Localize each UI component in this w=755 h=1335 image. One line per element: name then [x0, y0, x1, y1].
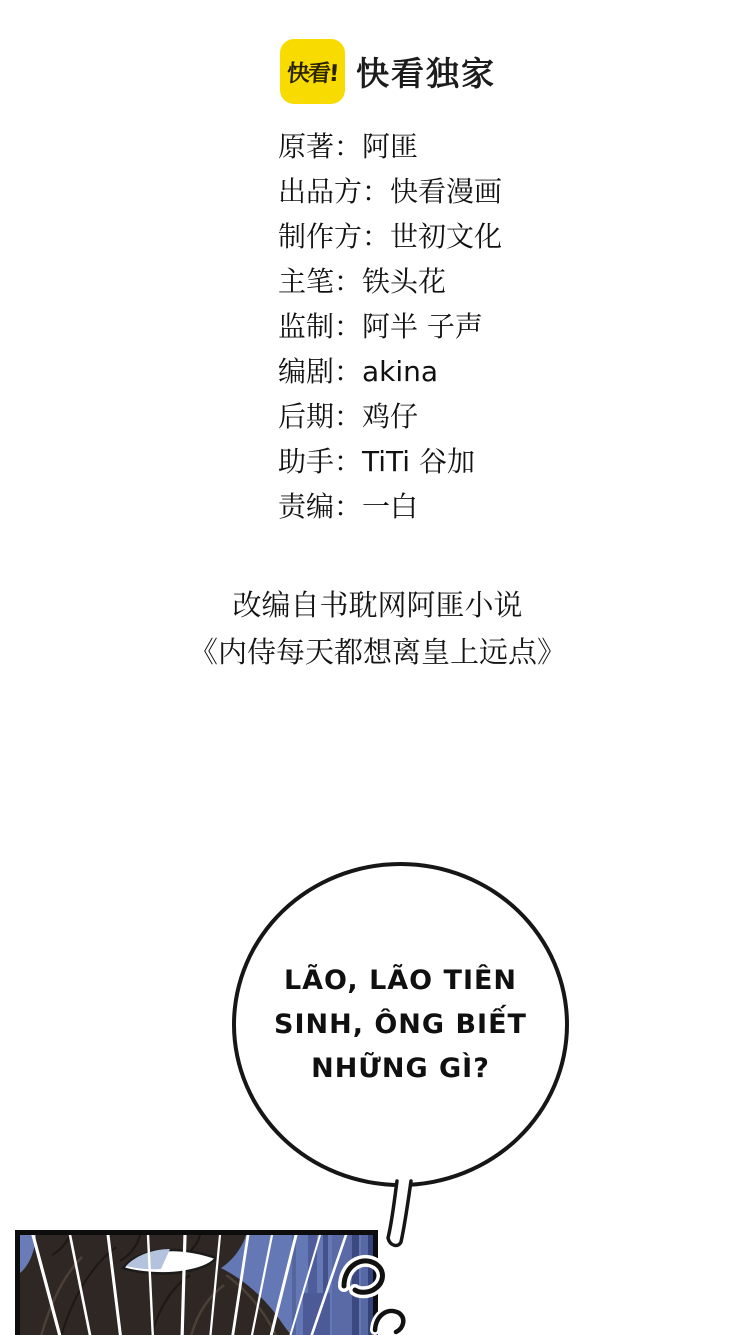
comic-panel	[15, 1230, 378, 1335]
speech-bubble	[232, 862, 569, 1187]
adaptation-novel-title: 《内侍每天都想离皇上远点》	[188, 635, 566, 669]
credit-line-assistants: 助手：TiTi 谷加	[278, 445, 475, 478]
kuaikan-logo-icon	[280, 39, 345, 104]
credits-list	[278, 124, 502, 529]
kuaikan-logo-text: 快看!	[286, 61, 339, 87]
credit-line-producer: 出品方：快看漫画	[278, 175, 503, 208]
credit-line-lead-artist: 主笔：铁头花	[278, 265, 447, 298]
speech-line-2: SINH, ÔNG BIẾT	[274, 1008, 527, 1040]
brand-title: 快看独家	[356, 54, 496, 93]
comic-panel-art	[20, 1235, 373, 1335]
speech-bubble-text	[274, 959, 527, 1091]
credit-line-post-production: 后期：鸡仔	[278, 400, 419, 433]
speech-bubble-tail	[388, 1181, 411, 1245]
sound-mark-icon	[375, 1311, 403, 1332]
credit-line-production-company: 制作方：世初文化	[278, 220, 503, 253]
sound-mark-icon	[375, 1311, 403, 1332]
adaptation-source-line: 改编自书耽网阿匪小说	[232, 588, 523, 622]
brand-row	[280, 39, 496, 104]
credit-line-supervisor: 监制：阿半 子声	[278, 310, 483, 343]
speech-line-3: NHỮNG GÌ?	[311, 1052, 490, 1084]
credit-line-editor: 责编：一白	[278, 490, 419, 523]
adaptation-note	[0, 582, 755, 676]
speech-line-1: LÃO, LÃO TIÊN	[283, 964, 518, 996]
credit-line-screenwriter: 编剧：akina	[278, 355, 439, 388]
credit-line-original-author: 原著：阿匪	[278, 130, 419, 163]
